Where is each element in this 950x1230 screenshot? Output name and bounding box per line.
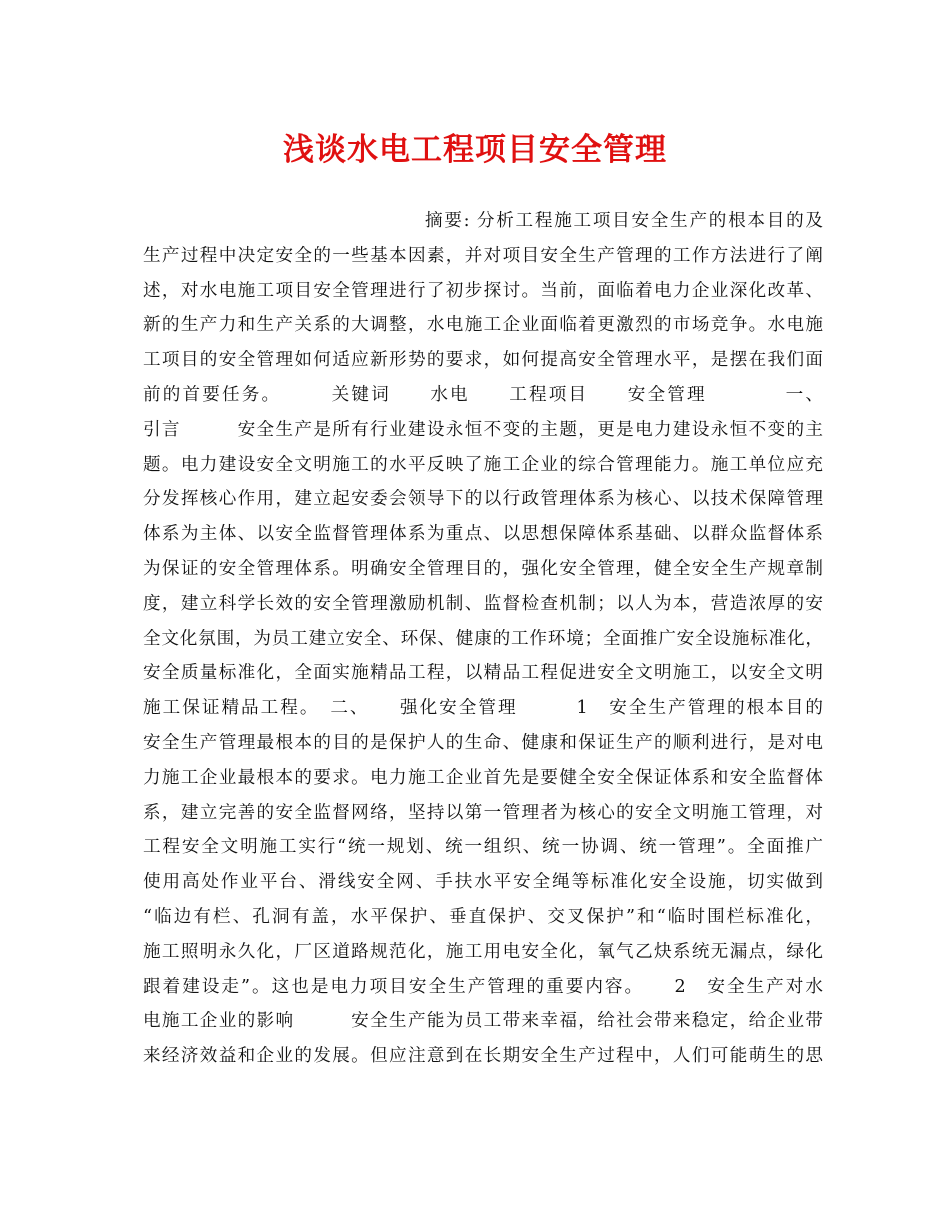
- body-line: 力施工企业最根本的要求。电力施工企业首先是要健全安全保证体系和安全监督体: [143, 767, 823, 788]
- body-line: 述，对水电施工项目安全管理进行了初步探讨。当前，面临着电力企业深化改革、: [143, 280, 823, 301]
- body-line: 摘要: 分析工程施工项目安全生产的根本目的及: [425, 211, 823, 231]
- document-body: [143, 204, 823, 1074]
- body-line: 电施工企业的影响 安全生产能为员工带来幸福，给社会带来稳定，给企业带: [143, 1011, 823, 1032]
- body-line: 分发挥核心作用，建立起安委会领导下的以行政管理体系为核心、以技术保障管理: [143, 489, 823, 510]
- body-line: 前的首要任务。 关键词 水电 工程项目 安全管理 一、: [143, 384, 823, 405]
- body-line: 全文化氛围，为员工建立安全、环保、健康的工作环境；全面推广安全设施标准化，: [143, 628, 823, 649]
- body-line: 新的生产力和生产关系的大调整，水电施工企业面临着更激烈的市场竞争。水电施: [143, 315, 823, 336]
- body-line: 使用高处作业平台、滑线安全网、手扶水平安全绳等标准化安全设施，切实做到: [143, 872, 823, 893]
- body-line: 工程安全文明施工实行“统一规划、统一组织、统一协调、统一管理”。全面推广: [143, 837, 823, 858]
- body-line: 系，建立完善的安全监督网络，坚持以第一管理者为核心的安全文明施工管理，对: [143, 802, 823, 823]
- body-line: “临边有栏、孔洞有盖，水平保护、垂直保护、交叉保护”和“临时围栏标准化，: [143, 906, 823, 927]
- body-line: 为保证的安全管理体系。明确安全管理目的，强化安全管理，健全安全生产规章制: [143, 558, 823, 579]
- document-title: 浅谈水电工程项目安全管理: [283, 132, 667, 168]
- body-line: 施工照明永久化，厂区道路规范化，施工用电安全化，氧气乙炔系统无漏点，绿化: [143, 941, 823, 962]
- body-line: 题。电力建设安全文明施工的水平反映了施工企业的综合管理能力。施工单位应充: [143, 454, 823, 475]
- body-line: 施工保证精品工程。 二、 强化安全管理 1 安全生产管理的根本目的: [143, 698, 823, 719]
- body-line: 安全生产管理最根本的目的是保护人的生命、健康和保证生产的顺利进行，是对电: [143, 732, 823, 753]
- body-line: 生产过程中决定安全的一些基本因素，并对项目安全生产管理的工作方法进行了阐: [143, 245, 823, 266]
- body-line: 度，建立科学长效的安全管理激励机制、监督检查机制；以人为本，营造浓厚的安: [143, 593, 823, 614]
- body-line: 引言 安全生产是所有行业建设永恒不变的主题，更是电力建设永恒不变的主: [143, 419, 823, 440]
- body-line: 跟着建设走”。这也是电力项目安全生产管理的重要内容。 2 安全生产对水: [143, 976, 823, 997]
- body-line: 来经济效益和企业的发展。但应注意到在长期安全生产过程中，人们可能萌生的思: [143, 1046, 823, 1067]
- body-line: 工项目的安全管理如何适应新形势的要求，如何提高安全管理水平，是摆在我们面: [143, 350, 823, 371]
- body-line: 体系为主体、以安全监督管理体系为重点、以思想保障体系基础、以群众监督体系: [143, 524, 823, 545]
- body-line: 安全质量标准化，全面实施精品工程，以精品工程促进安全文明施工，以安全文明: [143, 663, 823, 684]
